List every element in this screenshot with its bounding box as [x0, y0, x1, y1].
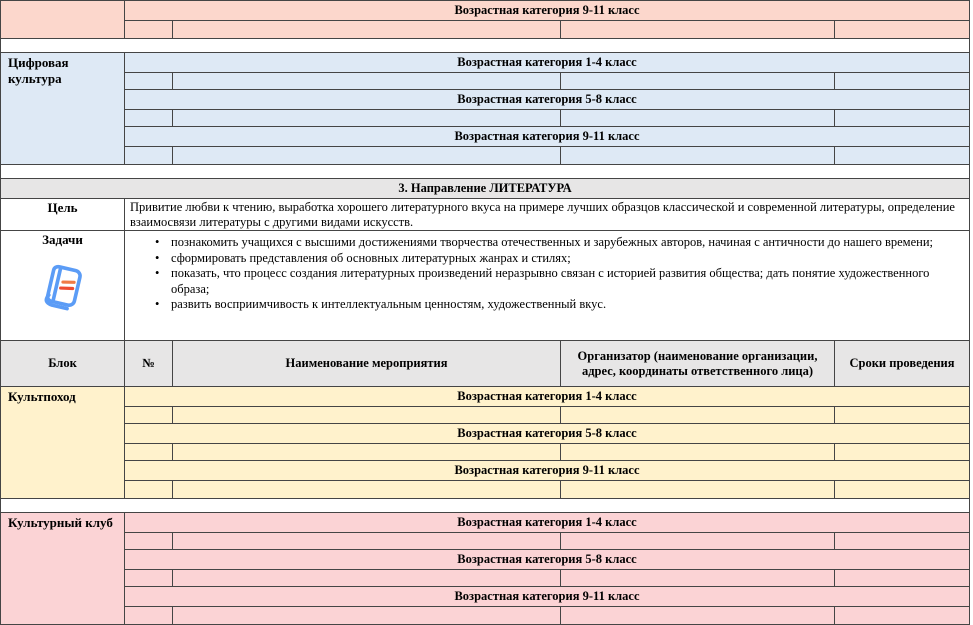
- header-block: Блок: [1, 341, 125, 386]
- empty-cell-number: [125, 570, 173, 586]
- goal-text: Привитие любви к чтению, выработка хорошего литературного вкуса на примере лучших образцов классической и современной литературы, определение взаимосвязи литературы с другими видами искусств.: [130, 200, 955, 230]
- empty-cell-event: [173, 444, 561, 460]
- empty-cell-organizer: [561, 444, 835, 460]
- table-row: [125, 110, 969, 127]
- empty-cell-organizer: [561, 533, 835, 549]
- empty-cell-number: [125, 607, 173, 624]
- empty-cell-event: [173, 21, 561, 38]
- block-label: Цифровая культура: [8, 55, 69, 86]
- empty-cell-number: [125, 481, 173, 498]
- section-literature: [1, 178, 969, 499]
- table-row: [125, 444, 969, 461]
- section-cultural-club: [1, 512, 969, 625]
- task-item: • сформировать представления об основных литературных жанрах и стилях;: [171, 251, 953, 267]
- empty-cell-event: [173, 481, 561, 498]
- tasks-content: [125, 231, 969, 340]
- empty-cell-number: [125, 533, 173, 549]
- empty-cell-dates: [835, 147, 969, 164]
- empty-cell-event: [173, 110, 561, 126]
- table-gap-row: [1, 165, 969, 178]
- task-item: • развить восприимчивость к интеллектуальным ценностям, художественный вкус.: [171, 297, 953, 313]
- tasks-label: Задачи: [42, 232, 83, 247]
- age-category-header: Возрастная категория 1-4 класс: [125, 53, 969, 73]
- empty-cell-number: [125, 73, 173, 89]
- header-number: №: [125, 341, 173, 386]
- empty-cell-dates: [835, 481, 969, 498]
- empty-cell-organizer: [561, 481, 835, 498]
- block-label: Культурный клуб: [8, 515, 113, 530]
- goal-row: [1, 199, 969, 231]
- section-rows: [125, 513, 969, 624]
- empty-cell-organizer: [561, 407, 835, 423]
- block-label: Культпоход: [8, 389, 76, 404]
- table-row: [125, 21, 969, 38]
- empty-cell-dates: [835, 73, 969, 89]
- empty-cell-dates: [835, 110, 969, 126]
- goal-label: Цель: [47, 200, 78, 215]
- empty-cell-number: [125, 21, 173, 38]
- age-category-header: Возрастная категория 1-4 класс: [125, 513, 969, 533]
- header-organizer: Организатор (наименование организации, адрес, координаты ответственного лица): [561, 341, 835, 386]
- task-item: • показать, что процесс создания литературных произведений неразрывно связан с историей развития общества; дать понятие художественного образа;: [171, 266, 953, 297]
- direction-title: 3. Направление ЛИТЕРАТУРА: [1, 179, 969, 199]
- empty-cell-number: [125, 407, 173, 423]
- empty-cell-organizer: [561, 147, 835, 164]
- empty-cell-dates: [835, 444, 969, 460]
- column-header-row: [1, 341, 969, 387]
- section-rows: [125, 387, 969, 498]
- empty-cell-event: [173, 73, 561, 89]
- empty-cell-number: [125, 110, 173, 126]
- section-rows: [125, 1, 969, 38]
- table-row: [125, 407, 969, 424]
- empty-cell-event: [173, 533, 561, 549]
- empty-cell-organizer: [561, 607, 835, 624]
- header-event-name: Наименование мероприятия: [173, 341, 561, 386]
- empty-cell-dates: [835, 407, 969, 423]
- task-item: • познакомить учащихся с высшими достижениями творчества отечественных и зарубежных авторов, начиная с античности до нашего времени;: [171, 235, 953, 251]
- empty-cell-event: [173, 570, 561, 586]
- empty-cell-organizer: [561, 73, 835, 89]
- table-row: [125, 147, 969, 164]
- empty-cell-number: [125, 444, 173, 460]
- empty-cell-event: [173, 607, 561, 624]
- age-category-header: Возрастная категория 9-11 класс: [125, 461, 969, 481]
- block-name-cell: [1, 53, 125, 164]
- age-category-header: Возрастная категория 5-8 класс: [125, 550, 969, 570]
- empty-cell-organizer: [561, 110, 835, 126]
- table-row: [125, 481, 969, 498]
- empty-cell-organizer: [561, 570, 835, 586]
- block-name-cell: [1, 387, 125, 498]
- block-name-cell: [1, 513, 125, 624]
- age-category-header: Возрастная категория 5-8 класс: [125, 90, 969, 110]
- section-digital-culture: [1, 52, 969, 165]
- empty-cell-event: [173, 407, 561, 423]
- age-category-header: Возрастная категория 9-11 класс: [125, 1, 969, 21]
- empty-cell-dates: [835, 21, 969, 38]
- header-dates: Сроки проведения: [849, 356, 955, 371]
- empty-cell-organizer: [561, 21, 835, 38]
- goal-label-cell: [1, 199, 125, 230]
- section-kultpohod: [1, 387, 969, 498]
- table-row: [125, 570, 969, 587]
- empty-cell-dates: [835, 533, 969, 549]
- tasks-row: [1, 231, 969, 341]
- empty-cell-dates: [835, 570, 969, 586]
- table-gap-row: [1, 39, 969, 52]
- age-category-header: Возрастная категория 9-11 класс: [125, 587, 969, 607]
- tasks-list: [130, 232, 963, 313]
- section-rows: [125, 53, 969, 164]
- empty-cell-event: [173, 147, 561, 164]
- age-category-header: Возрастная категория 9-11 класс: [125, 127, 969, 147]
- empty-cell-dates: [835, 607, 969, 624]
- age-category-header: Возрастная категория 5-8 класс: [125, 424, 969, 444]
- table-gap-row: [1, 499, 969, 512]
- table-row: [125, 73, 969, 90]
- empty-cell-number: [125, 147, 173, 164]
- tasks-label-cell: [1, 231, 125, 340]
- block-name-cell: [1, 1, 125, 38]
- book-icon: [34, 260, 92, 320]
- table-row: [125, 607, 969, 624]
- section-previous-block: [1, 0, 969, 39]
- age-category-header: Возрастная категория 1-4 класс: [125, 387, 969, 407]
- table-row: [125, 533, 969, 550]
